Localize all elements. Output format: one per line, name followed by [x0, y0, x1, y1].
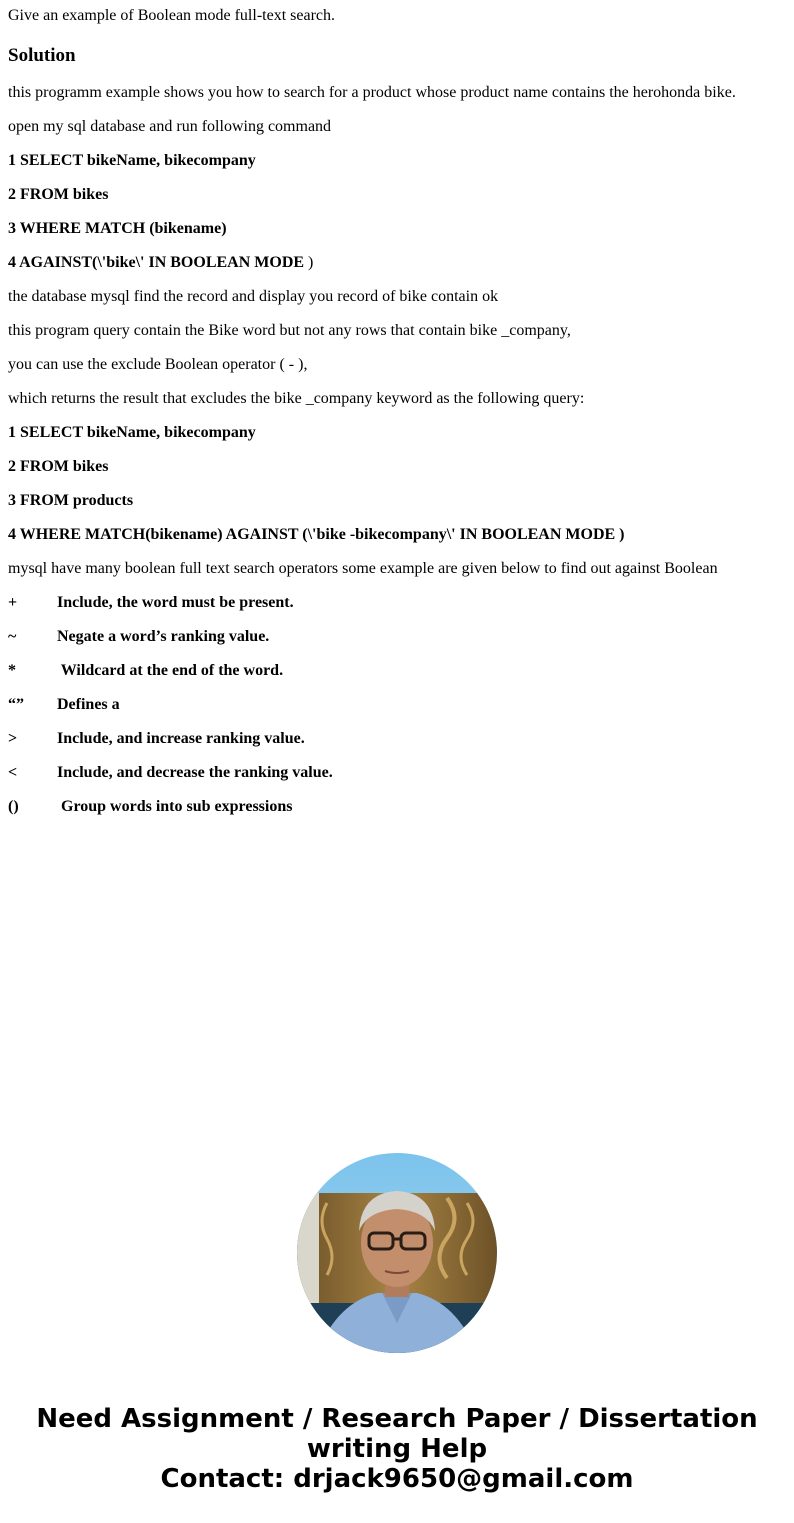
banner-line: Need Assignment / Research Paper / Dissertation [36, 1404, 758, 1434]
explanation-text: the database mysql find the record and display you record of bike contain ok [8, 288, 499, 305]
operator-desc: Group words into sub expressions [57, 798, 293, 815]
operator-row [8, 594, 788, 612]
operator-symbol: ~ [8, 628, 17, 645]
operator-desc: Defines a [57, 696, 120, 713]
operator-desc: Include, the word must be present. [57, 594, 294, 611]
query2-line: 3 FROM products [8, 492, 134, 509]
operator-desc: Include, and increase ranking value. [57, 730, 305, 747]
query1-line: 1 SELECT bikeName, bikecompany [8, 152, 256, 169]
operator-row [8, 662, 788, 680]
banner-contact: Contact: drjack9650@gmail.com [160, 1464, 634, 1494]
query2-line: 1 SELECT bikeName, bikecompany [8, 424, 256, 441]
operator-row [8, 798, 788, 816]
operator-desc: Wildcard at the end of the word. [57, 662, 284, 679]
operators-intro: mysql have many boolean full text search operators some example are given below to find out against Boolean [8, 560, 718, 577]
instruction-text: open my sql database and run following command [8, 118, 332, 135]
intro-text: this programm example shows you how to search for a product whose product name contains the herohonda bike. [8, 84, 736, 101]
query1-line: 2 FROM bikes [8, 186, 109, 203]
operator-desc: Include, and decrease the ranking value. [57, 764, 333, 781]
banner-line: writing Help [306, 1434, 488, 1464]
operator-row [8, 628, 788, 646]
explanation-text: you can use the exclude Boolean operator ( - ), [8, 356, 308, 373]
solution-heading: Solution [8, 45, 76, 66]
query1-line: 3 WHERE MATCH (bikename) [8, 220, 227, 237]
avatar-portrait-icon [297, 1153, 497, 1353]
promo-banner [0, 1404, 794, 1494]
operator-row [8, 730, 788, 748]
operator-symbol: + [8, 594, 18, 611]
solution-content [8, 84, 788, 832]
operator-desc: Negate a word’s ranking value. [57, 628, 270, 645]
query1-line-4 [8, 254, 788, 272]
operator-symbol: > [8, 730, 18, 747]
avatar [297, 1153, 497, 1353]
explanation-text: which returns the result that excludes the bike _company keyword as the following query: [8, 390, 585, 407]
query1-line-4-tail: ) [304, 254, 314, 271]
operator-symbol: () [8, 798, 19, 815]
query2-line: 2 FROM bikes [8, 458, 109, 475]
query1-line-4-bold: 4 AGAINST(\'bike\' IN BOOLEAN MODE [8, 254, 305, 271]
document-body [8, 0, 788, 815]
explanation-text: this program query contain the Bike word but not any rows that contain bike _company, [8, 322, 571, 339]
question-text: Give an example of Boolean mode full-text search. [8, 7, 335, 24]
operator-symbol: < [8, 764, 18, 781]
operator-row [8, 764, 788, 782]
query2-line: 4 WHERE MATCH(bikename) AGAINST (\'bike -bikecompany\' IN BOOLEAN MODE ) [8, 526, 625, 543]
operator-symbol: “” [8, 696, 24, 713]
operator-row [8, 696, 788, 714]
operator-symbol: * [8, 662, 16, 679]
